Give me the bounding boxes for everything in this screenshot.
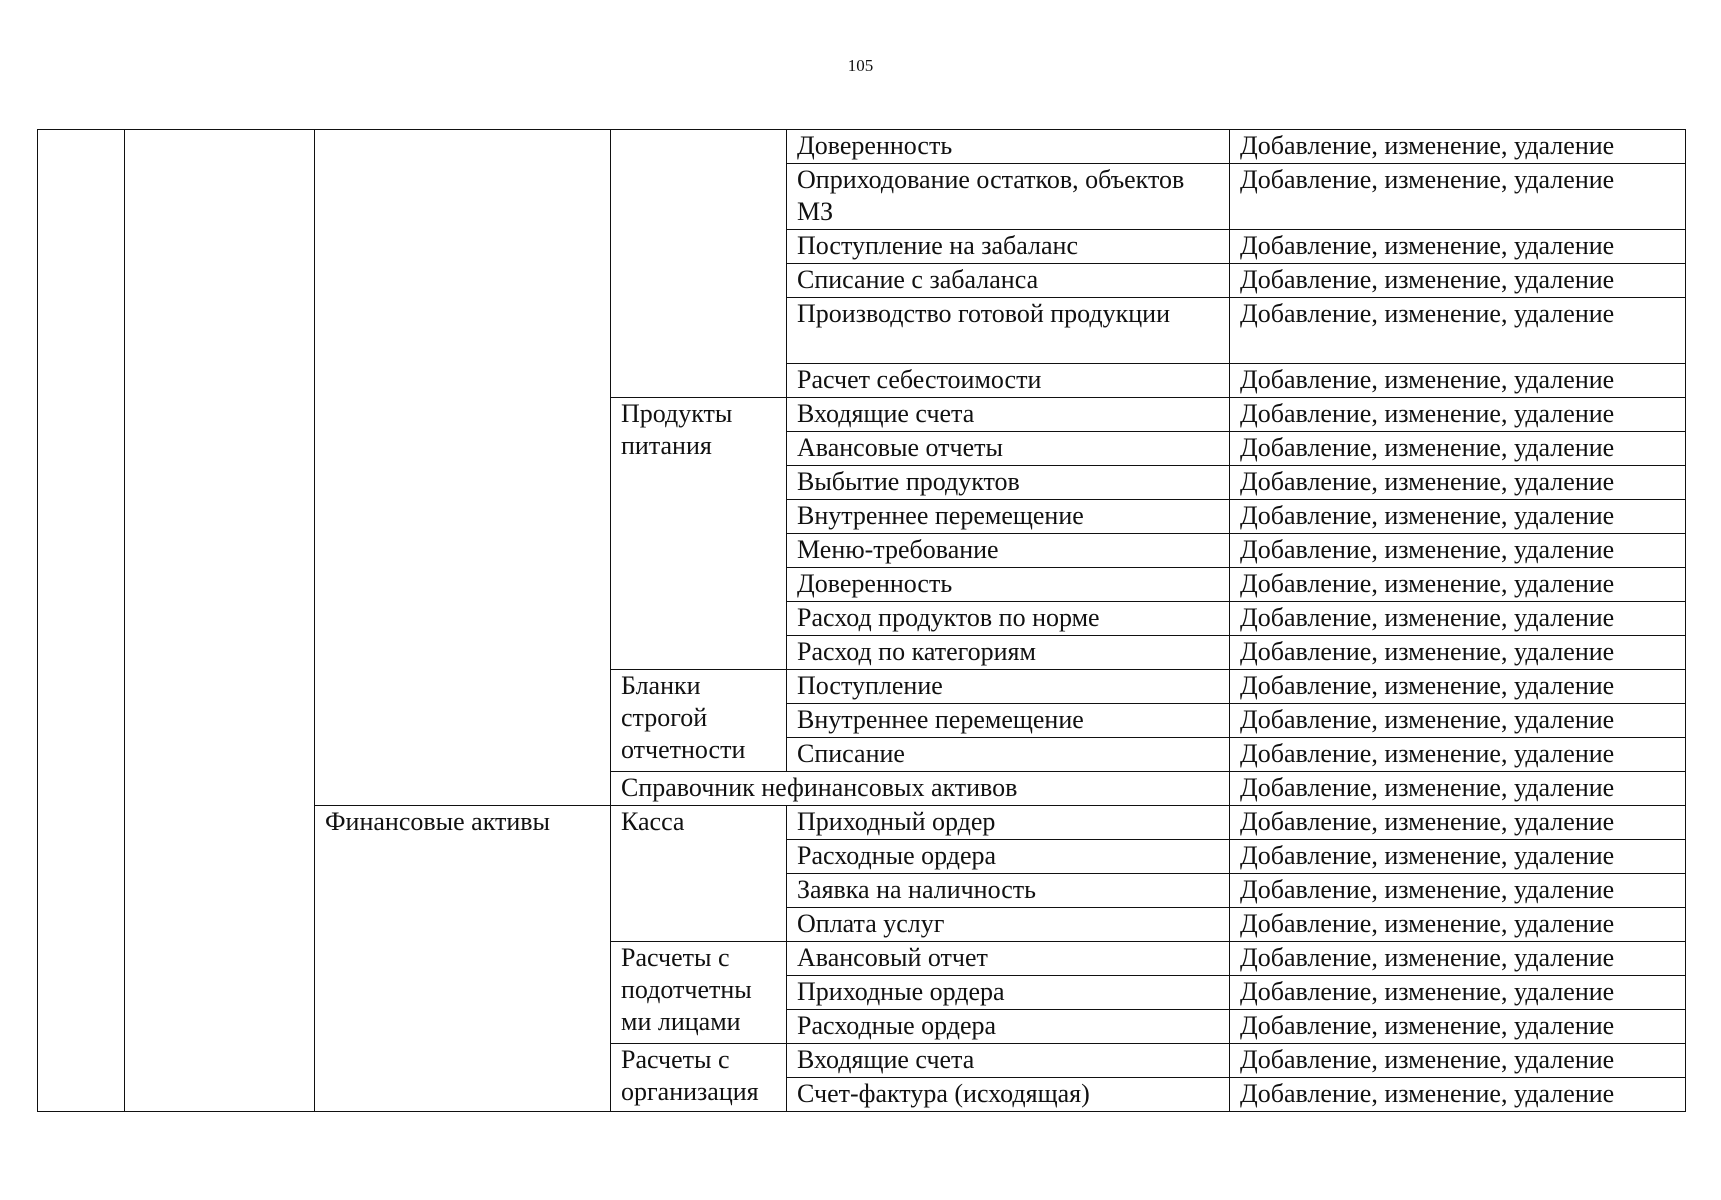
permitted-actions: Добавление, изменение, удаление xyxy=(1230,772,1686,806)
document-name: Авансовый отчет xyxy=(787,942,1230,976)
document-name: Приходные ордера xyxy=(787,976,1230,1010)
document-name: Списание с забаланса xyxy=(787,264,1230,298)
document-name: Счет-фактура (исходящая) xyxy=(787,1078,1230,1112)
permitted-actions: Добавление, изменение, удаление xyxy=(1230,602,1686,636)
access-rights-table xyxy=(37,129,1686,1112)
document-name: Меню-требование xyxy=(787,534,1230,568)
group-name: Продукты питания xyxy=(611,398,787,670)
document-name: Производство готовой продукции xyxy=(787,298,1230,364)
document-name: Доверенность xyxy=(787,130,1230,164)
document-name: Поступление xyxy=(787,670,1230,704)
document-name: Расчет себестоимости xyxy=(787,364,1230,398)
document-name: Расходные ордера xyxy=(787,1010,1230,1044)
empty-column-1 xyxy=(38,130,125,1112)
page-number: 105 xyxy=(847,56,874,75)
group-name: Бланки строгой отчетности xyxy=(611,670,787,772)
document-name: Внутреннее перемещение xyxy=(787,500,1230,534)
permitted-actions: Добавление, изменение, удаление xyxy=(1230,908,1686,942)
permitted-actions: Добавление, изменение, удаление xyxy=(1230,364,1686,398)
group-name: Касса xyxy=(611,806,787,942)
permitted-actions: Добавление, изменение, удаление xyxy=(1230,164,1686,230)
permitted-actions: Добавление, изменение, удаление xyxy=(1230,264,1686,298)
permitted-actions: Добавление, изменение, удаление xyxy=(1230,568,1686,602)
permitted-actions: Добавление, изменение, удаление xyxy=(1230,806,1686,840)
document-name: Заявка на наличность xyxy=(787,874,1230,908)
permitted-actions: Добавление, изменение, удаление xyxy=(1230,534,1686,568)
section-name: Финансовые активы xyxy=(315,806,611,1112)
document-name: Авансовые отчеты xyxy=(787,432,1230,466)
section-cell-nonfinancial xyxy=(315,130,611,806)
permitted-actions: Добавление, изменение, удаление xyxy=(1230,738,1686,772)
document-name: Приходный ордер xyxy=(787,806,1230,840)
document-name: Расходные ордера xyxy=(787,840,1230,874)
permitted-actions: Добавление, изменение, удаление xyxy=(1230,976,1686,1010)
permitted-actions: Добавление, изменение, удаление xyxy=(1230,636,1686,670)
document-name: Оприходование остатков, объектов МЗ xyxy=(787,164,1230,230)
permitted-actions: Добавление, изменение, удаление xyxy=(1230,942,1686,976)
permitted-actions: Добавление, изменение, удаление xyxy=(1230,1010,1686,1044)
group-name: Расчеты с подотчетны ми лицами xyxy=(611,942,787,1044)
permitted-actions: Добавление, изменение, удаление xyxy=(1230,704,1686,738)
document-name: Доверенность xyxy=(787,568,1230,602)
permitted-actions: Добавление, изменение, удаление xyxy=(1230,298,1686,364)
empty-column-2 xyxy=(125,130,315,1112)
permitted-actions: Добавление, изменение, удаление xyxy=(1230,500,1686,534)
permitted-actions: Добавление, изменение, удаление xyxy=(1230,1078,1686,1112)
document-name: Оплата услуг xyxy=(787,908,1230,942)
document-name: Поступление на забаланс xyxy=(787,230,1230,264)
document-name: Входящие счета xyxy=(787,398,1230,432)
directory-name: Справочник нефинансовых активов xyxy=(611,772,1230,806)
table-row xyxy=(38,130,1686,164)
document-name: Расход по категориям xyxy=(787,636,1230,670)
document-name: Внутреннее перемещение xyxy=(787,704,1230,738)
document-name: Выбытие продуктов xyxy=(787,466,1230,500)
document-name: Расход продуктов по норме xyxy=(787,602,1230,636)
permitted-actions: Добавление, изменение, удаление xyxy=(1230,670,1686,704)
permitted-actions: Добавление, изменение, удаление xyxy=(1230,398,1686,432)
group-cell-empty xyxy=(611,130,787,398)
permitted-actions: Добавление, изменение, удаление xyxy=(1230,230,1686,264)
document-name: Списание xyxy=(787,738,1230,772)
permitted-actions: Добавление, изменение, удаление xyxy=(1230,130,1686,164)
permitted-actions: Добавление, изменение, удаление xyxy=(1230,874,1686,908)
group-name: Расчеты с организация xyxy=(611,1044,787,1112)
permitted-actions: Добавление, изменение, удаление xyxy=(1230,466,1686,500)
document-name: Входящие счета xyxy=(787,1044,1230,1078)
permitted-actions: Добавление, изменение, удаление xyxy=(1230,1044,1686,1078)
permitted-actions: Добавление, изменение, удаление xyxy=(1230,432,1686,466)
permitted-actions: Добавление, изменение, удаление xyxy=(1230,840,1686,874)
